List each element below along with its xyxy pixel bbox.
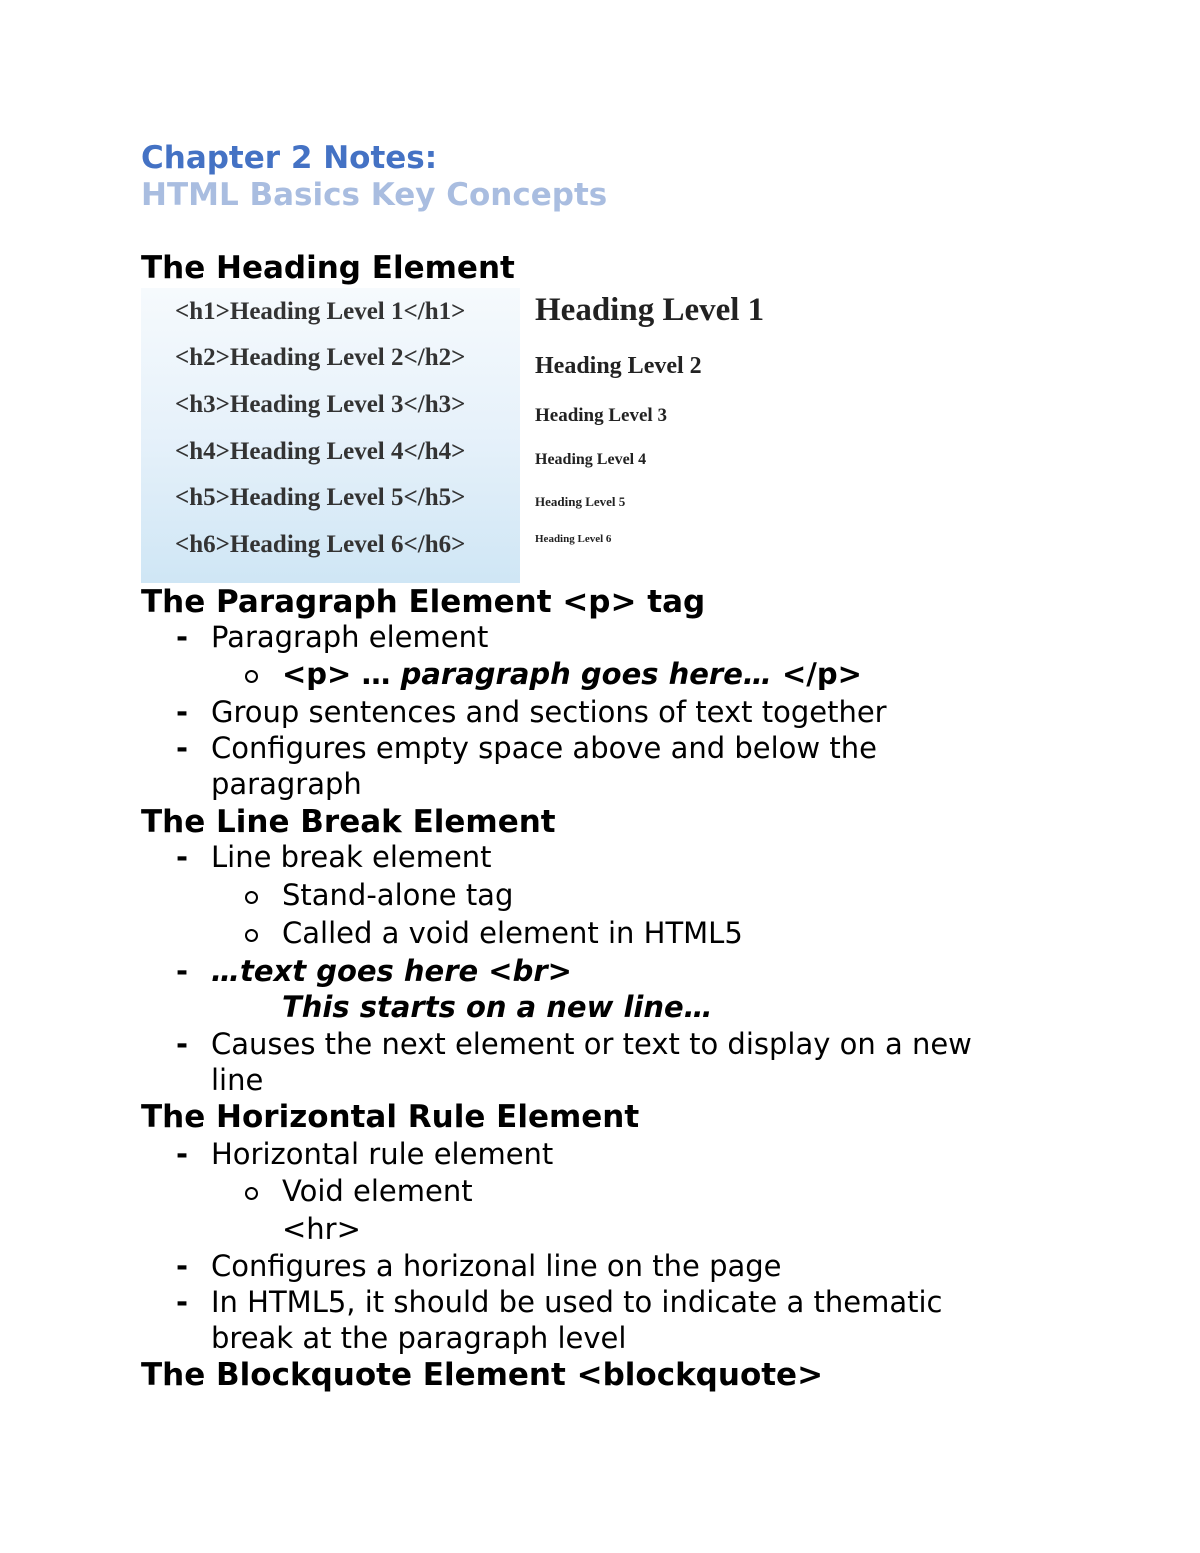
rendered-heading-5: Heading Level 5 [535,494,626,509]
dash-bullet: - [176,620,189,654]
section-blockquote-element: The Blockquote Element <blockquote> [141,1357,824,1393]
list-item: Configures empty space above and below the [211,731,877,765]
paragraph-example [282,657,862,691]
list-item: Line break element [211,840,492,874]
sub-list-item: Stand-alone tag [282,878,514,912]
paragraph-example-close: </p> [771,657,862,691]
paragraph-example-italic: paragraph goes here… [400,657,772,691]
list-item: In HTML5, it should be used to indicate a thematic [211,1285,943,1319]
circle-bullet [245,929,258,942]
list-item-continued: break at the paragraph level [211,1321,627,1355]
code-line-h6: <h6>Heading Level 6</h6> [175,531,466,558]
list-item: Configures a horizonal line on the page [211,1249,782,1283]
dash-bullet: - [176,840,189,874]
dash-bullet: - [176,1249,189,1283]
sub-list-item: Void element [282,1174,473,1208]
section-heading-element: The Heading Element [141,250,515,286]
rendered-heading-2: Heading Level 2 [535,353,702,379]
section-line-break-element: The Line Break Element [141,804,556,840]
paragraph-example-open: <p> … [282,657,401,691]
page-title: Chapter 2 Notes: [141,140,438,176]
section-paragraph-element: The Paragraph Element <p> tag [141,584,706,620]
rendered-heading-3: Heading Level 3 [535,405,667,426]
dash-bullet: - [176,1285,189,1319]
code-line-h5: <h5>Heading Level 5</h5> [175,484,466,511]
br-example-line2: This starts on a new line… [282,990,713,1024]
br-example-line1: …text goes here <br> [211,954,572,988]
list-item-continued: paragraph [211,767,362,801]
rendered-heading-4: Heading Level 4 [535,451,647,468]
circle-bullet [245,670,258,683]
page-subtitle: HTML Basics Key Concepts [141,177,608,213]
dash-bullet: - [176,1137,189,1171]
dash-bullet: - [176,695,189,729]
dash-bullet: - [176,954,189,988]
dash-bullet: - [176,731,189,765]
list-item: Causes the next element or text to display on a new [211,1027,972,1061]
list-item-continued: line [211,1063,264,1097]
code-line-h4: <h4>Heading Level 4</h4> [175,438,466,465]
rendered-heading-1: Heading Level 1 [535,292,765,328]
circle-bullet [245,891,258,904]
list-item: Horizontal rule element [211,1137,554,1171]
section-horizontal-rule-element: The Horizontal Rule Element [141,1099,640,1135]
code-line-h3: <h3>Heading Level 3</h3> [175,391,466,418]
sub-list-item: Called a void element in HTML5 [282,916,743,950]
rendered-heading-6: Heading Level 6 [535,533,612,545]
circle-bullet [245,1187,258,1200]
list-item: Paragraph element [211,620,489,654]
list-item: Group sentences and sections of text together [211,695,887,729]
dash-bullet: - [176,1027,189,1061]
hr-code-example: <hr> [282,1212,361,1246]
code-line-h1: <h1>Heading Level 1</h1> [175,298,466,325]
heading-code-figure [141,288,520,583]
code-line-h2: <h2>Heading Level 2</h2> [175,344,466,371]
